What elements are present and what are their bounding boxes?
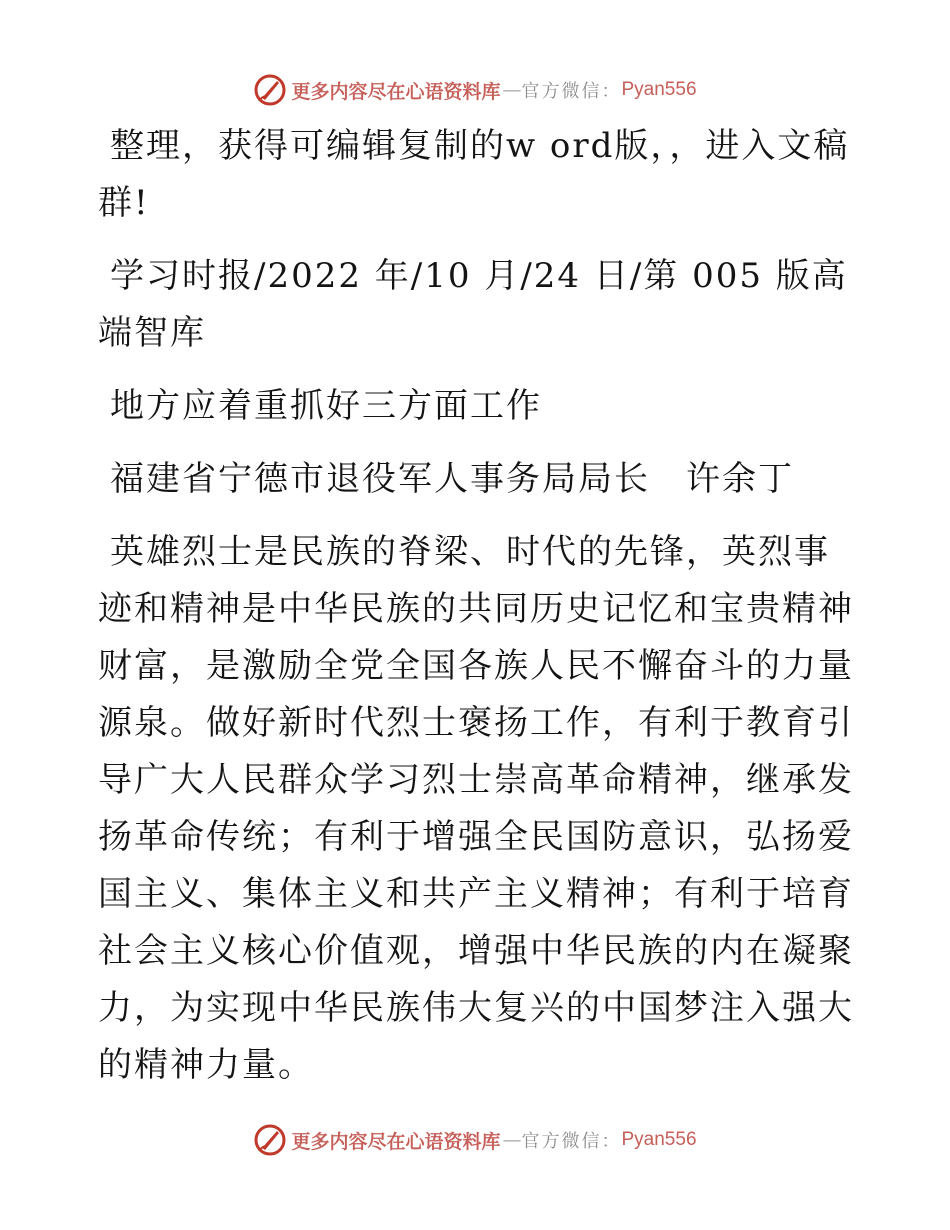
banner-wechat-id: Pyan556	[621, 1129, 697, 1150]
quill-logo-icon	[253, 73, 287, 107]
banner-site-text: 更多内容尽在心语资料库	[291, 80, 501, 103]
body-paragraph: 英雄烈士是民族的脊梁、时代的先锋，英烈事迹和精神是中华民族的共同历史记忆和宝贵精神财富，是激励全党全国各族人民不懈奋斗的力量源泉。做好新时代烈士褒扬工作，有利于教育引导广大人民群众学习烈士崇高革命精神，继承发扬革命传统；有利于增强全民国防意识，弘扬爱国主义、集体主义和共产主义精神；有利于培育社会主义核心价值观，增强中华民族的内在凝聚力，为实现中华民族伟大复兴的中国梦注入强大的精神力量。	[98, 532, 854, 1085]
banner-separator: —	[502, 1129, 520, 1151]
banner-wechat-id: Pyan556	[621, 79, 697, 100]
document-body	[98, 118, 858, 1110]
header-watermark-banner	[0, 70, 950, 110]
intro-paragraph: 整理，获得可编辑复制的w ord版，，进入文稿群!	[98, 126, 850, 223]
banner-wechat-label: 官方微信：	[521, 1131, 622, 1152]
source-line: 学习时报/2022 年/10 月/24 日/第 005 版高端智库	[98, 256, 848, 353]
banner-site-text: 更多内容尽在心语资料库	[291, 1130, 501, 1153]
quill-logo-icon	[253, 1123, 287, 1157]
author-line: 福建省宁德市退役军人事务局局长 许余丁	[110, 459, 794, 499]
footer-watermark-banner	[0, 1120, 950, 1160]
banner-wechat-label: 官方微信：	[521, 81, 622, 102]
banner-separator: —	[502, 79, 520, 101]
article-title: 地方应着重抓好三方面工作	[110, 386, 542, 426]
